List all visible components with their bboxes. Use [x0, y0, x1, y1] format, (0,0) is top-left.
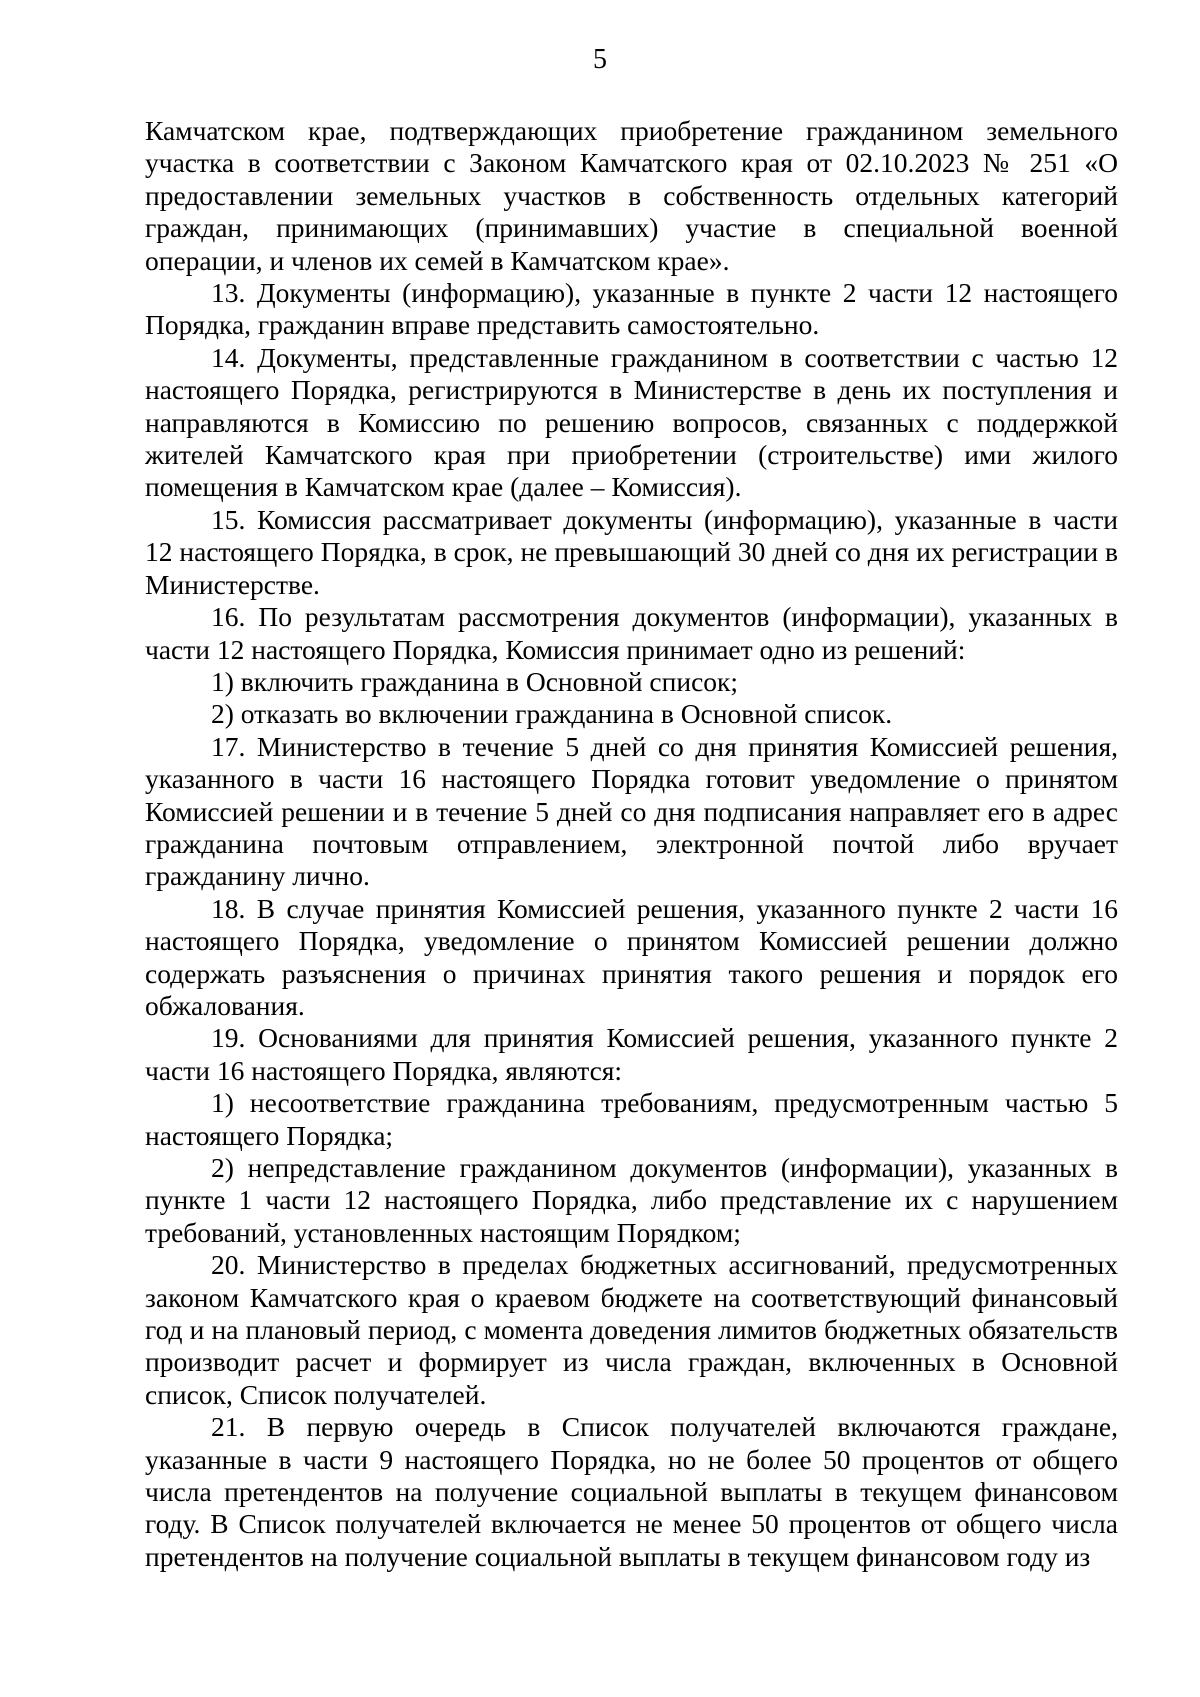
paragraph-21: 21. В первую очередь в Список получателей включаются граждане, указанные в части 9 настоящего Порядка, но не более 50 процентов от общего числа претендентов на получение социальной выплаты в текущем финансовом году. В Список получателей включается не менее 50 процентов от общего числа претендентов на получение социальной выплаты в текущем финансовом году из [145, 1411, 1118, 1572]
paragraph-18: 18. В случае принятия Комиссией решения, указанного пункте 2 части 16 настоящего Порядка, уведомление о принятом Комиссией решении должно содержать разъяснения о причинах принятия такого решения и порядок его обжалования. [145, 892, 1118, 1021]
paragraph-15: 15. Комиссия рассматривает документы (информацию), указанные в части 12 настоящего Порядка, в срок, не превышающий 30 дней со дня их регистрации в Министерстве. [145, 503, 1118, 600]
paragraph-17: 17. Министерство в течение 5 дней со дня принятия Комиссией решения, указанного в части 16 настоящего Порядка готовит уведомление о принятом Комиссией решении и в течение 5 дней со дня подписания направляет его в адрес гражданина почтовым отправлением, электронной почтой либо вручает гражданину лично. [145, 730, 1118, 892]
paragraph-16-item-2: 2) отказать во включении гражданина в Основной список. [211, 698, 893, 730]
paragraph-continuation: Камчатском крае, подтверждающих приобретение гражданином земельного участка в соответствии с Законом Камчатского края от 02.10.2023 № 251 «О предоставлении земельных участков в собственность отдельных категорий граждан, принимающих (принимавших) участие в специальной военной операции, и членов их семей в Камчатском крае». [145, 115, 1118, 276]
paragraph-19-item-2: 2) непредставление гражданином документов (информации), указанных в пункте 1 части 12 настоящего Порядка, либо представление их с нарушением требований, установленных настоящим Порядком; [145, 1152, 1118, 1248]
paragraph-20: 20. Министерство в пределах бюджетных ассигнований, предусмотренных законом Камчатского края о краевом бюджете на соответствующий финансовый год и на плановый период, с момента доведения лимитов бюджетных обязательств производит расчет и формирует из числа граждан, включенных в Основной список, Список получателей. [145, 1249, 1118, 1410]
paragraph-13: 13. Документы (информацию), указанные в пункте 2 части 12 настоящего Порядка, гражданин вправе представить самостоятельно. [145, 277, 1118, 341]
paragraph-19: 19. Основаниями для принятия Комиссией решения, указанного пункте 2 части 16 настоящего Порядка, являются: [145, 1022, 1118, 1086]
paragraph-14: 14. Документы, представленные гражданином в соответствии с частью 12 настоящего Порядка, регистрируются в Министерстве в день их поступления и направляются в Комиссию по решению вопросов, связанных с поддержкой жителей Камчатского края при приобретении (строительстве) ими жилого помещения в Камчатском крае (далее – Комиссия). [145, 341, 1118, 503]
document-body [145, 115, 1118, 1573]
paragraph-16-item-1: 1) включить гражданина в Основной список; [211, 665, 739, 697]
page-number: 5 [593, 44, 607, 75]
paragraph-19-item-1: 1) несоответствие гражданина требованиям, предусмотренным частью 5 настоящего Порядка; [145, 1087, 1118, 1151]
paragraph-16: 16. По результатам рассмотрения документов (информации), указанных в части 12 настоящего Порядка, Комиссия принимает одно из решений: [145, 601, 1118, 665]
